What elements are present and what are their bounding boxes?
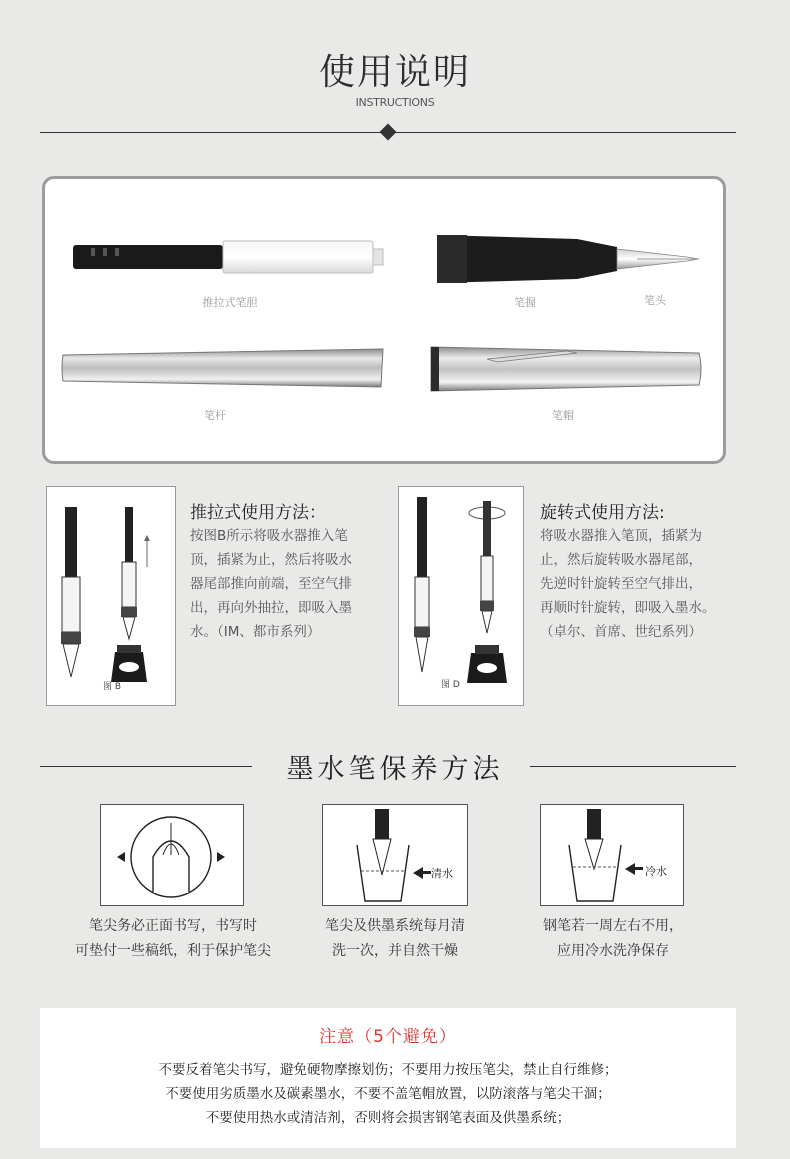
- care-text-1: [50, 914, 296, 964]
- care-figure-cold-water: [540, 804, 684, 906]
- push-figure-label: 图 B: [103, 682, 122, 692]
- notice-line: 不要使用热水或清洁剂，否则将会损害钢笔表面及供墨系统；: [205, 1110, 571, 1126]
- grip-nib-image: [437, 229, 707, 289]
- notice-line: 不要反着笔尖书写，避免硬物摩擦划伤；不要用力按压笔尖，禁止自行维修；: [158, 1062, 618, 1078]
- care-text-3: [518, 914, 708, 964]
- nib-label: 笔头: [644, 294, 666, 307]
- barrel-image: [61, 345, 385, 391]
- twist-line: 先逆时针旋转至空气排出，: [540, 576, 702, 592]
- push-line: 按图B所示将吸水器推入笔: [190, 528, 348, 544]
- care-line: 可垫付一些稿纸，利于保护笔尖: [75, 943, 271, 959]
- notice-title: 注意（5个避免）: [319, 1027, 457, 1047]
- twist-line: 将吸水器推入笔顶，插紧为: [540, 528, 702, 544]
- care-line: 笔尖及供墨系统每月清: [325, 918, 465, 934]
- cold-water-cup-diagram: [541, 805, 683, 905]
- care-line: 应用冷水洗净保存: [557, 943, 669, 959]
- twist-line: 止，然后旋转吸水器尾部，: [540, 552, 702, 568]
- cap-label: 笔帽: [552, 409, 574, 422]
- nib-front-diagram: [101, 805, 243, 905]
- push-line: 出，再向外抽拉，即吸入墨: [190, 600, 352, 616]
- divider-diamond-icon: [380, 124, 397, 141]
- care-title: 墨水笔保养方法: [286, 754, 504, 785]
- grip-label: 笔握: [514, 296, 536, 309]
- push-line: 器尾部推向前端，至空气排: [190, 576, 352, 592]
- twist-converter-diagram: [399, 487, 523, 705]
- pen-parts-panel: [42, 176, 726, 464]
- push-method-title: 推拉式使用方法：: [190, 503, 326, 523]
- push-method-text: [190, 524, 390, 644]
- twist-method-title: 旋转式使用方法:: [540, 503, 665, 523]
- water-tag: 清水: [431, 867, 453, 880]
- twist-line: （卓尔、首席、世纪系列）: [540, 624, 702, 640]
- care-line: 钢笔若一周左右不用，: [543, 918, 683, 934]
- care-line: 笔尖务必正面书写，书写时: [89, 918, 257, 934]
- page-title: 使用说明: [318, 52, 471, 93]
- care-line: 洗一次，并自然干燥: [332, 943, 458, 959]
- page-subtitle: INSTRUCTIONS: [355, 96, 435, 109]
- push-line: 水。（IM、都市系列）: [190, 624, 321, 640]
- push-line: 顶，插紧为止，然后将吸水: [190, 552, 352, 568]
- barrel-label: 笔杆: [204, 409, 226, 422]
- cold-water-tag: 冷水: [645, 865, 667, 878]
- cap-image: [427, 343, 705, 395]
- twist-figure-label: 图 D: [441, 680, 460, 690]
- twist-method-figure: [398, 486, 524, 706]
- care-figure-nib: [100, 804, 244, 906]
- twist-method-text: [540, 524, 740, 644]
- converter-label: 推拉式笔胆: [202, 296, 258, 309]
- care-text-2: [300, 914, 490, 964]
- converter-image: [73, 237, 385, 277]
- notice-line: 不要使用劣质墨水及碳素墨水，不要不盖笔帽放置，以防滚落与笔尖干涸；: [165, 1086, 611, 1102]
- push-converter-diagram: [47, 487, 175, 705]
- twist-line: 再顺时针旋转，即吸入墨水。: [540, 600, 716, 616]
- care-figure-water: [322, 804, 468, 906]
- notice-panel: [40, 1008, 736, 1148]
- water-cup-diagram: [323, 805, 467, 905]
- push-method-figure: [46, 486, 176, 706]
